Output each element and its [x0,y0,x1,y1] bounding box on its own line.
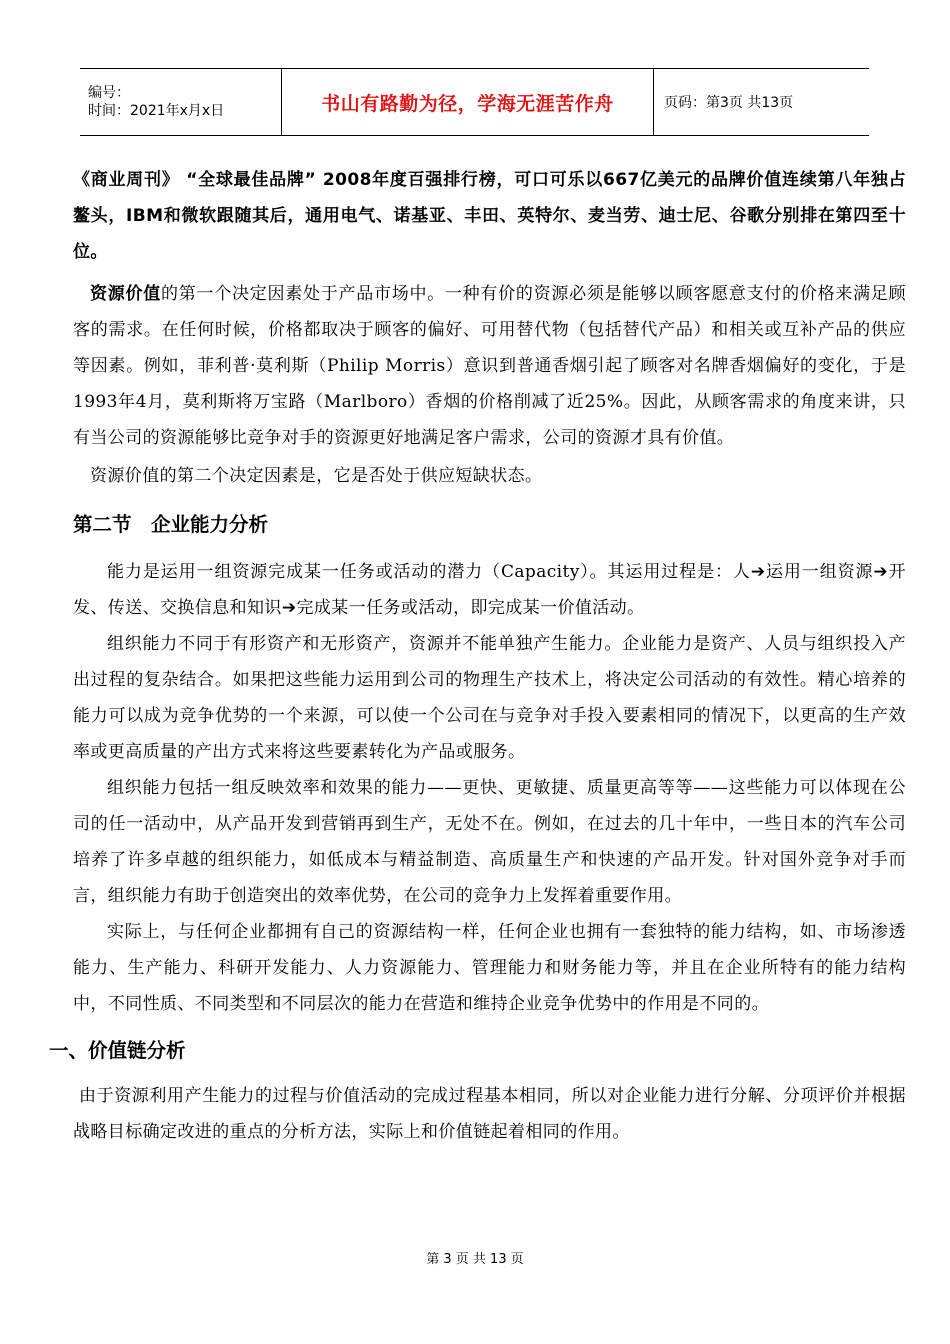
section-title: 第二节 企业能力分析 [73,513,269,536]
header-motto-cell [282,69,654,135]
intro-paragraph: 《商业周刊》 “全球最佳品牌” 2008年度百强排行榜，可口可乐以667亿美元的品牌价值连续第八年独占鳌头，IBM和微软跟随其后，通用电气、诺基亚、丰田、英特尔、麦当劳、迪士尼、谷歌分别排在第四至十位。 [73,170,906,262]
paragraph-capability [73,554,906,626]
paragraph-org-capability-1: 组织能力不同于有形资产和无形资产，资源并不能单独产生能力。企业能力是资产、人员与组织投入产出过程的复杂结合。如果把这些能力运用到公司的物理生产技术上，将决定公司活动的有效性。精心培养的能力可以成为竞争优势的一个来源，可以使一个公司在与竞争对手投入要素相同的情况下，以更高的生产效率或更高质量的产出方式来将这些要素转化为产品或服务。 [73,634,906,762]
capability-text-3: 开发、传送、交换信息和知识 [73,562,906,618]
paragraph-org-capability-2: 组织能力包括一组反映效率和效果的能力——更快、更敏捷、质量更高等等——这些能力可以体现在公司的任一活动中，从产品开发到营销再到生产，无处不在。例如，在过去的几十年中，一些日本的汽车公司培养了许多卓越的组织能力，如低成本与精益制造、高质量生产和快速的产品开发。针对国外竞争对手而言，组织能力有助于创造突出的效率优势，在公司的竞争力上发挥着重要作用。 [73,778,906,906]
paragraph-capability-structure: 实际上，与任何企业都拥有自己的资源结构一样，任何企业也拥有一套独特的能力结构，如、市场渗透能力、生产能力、科研开发能力、人力资源能力、管理能力和财务能力等，并且在企业所特有的能力结构中，不同性质、不同类型和不同层次的能力在营造和维持企业竞争优势中的作用是不同的。 [73,922,906,1014]
capability-text-1: 能力是运用一组资源完成某一任务或活动的潜力（Capacity）。其运用过程是：人 [107,562,751,582]
paragraph-resource-value-2: 资源价值的第二个决定因素是，它是否处于供应短缺状态。 [90,466,543,486]
number-label: 编号： [88,85,130,101]
paragraph-text: 的第一个决定因素处于产品市场中。一种有价的资源必须是能够以顾客愿意支付的价格来满足顾客的需求。在任何时候，价格都取决于顾客的偏好、可用替代物（包括替代产品）和相关或互补产品的供应等因素。例如，菲利普·莫利斯（Philip Morris）意识到普通香烟引起了顾客对名牌香烟偏好的变化，于是1993年4月，莫利斯将万宝路（Marlboro）香烟的价格削减了近25%。因此，从顾客需求的角度来讲，只有当公司的资源能够比竞争对手的资源更好地满足客户需求，公司的资源才具有价值。 [73,284,906,448]
keyword-resource-value: 资源价值 [90,284,161,304]
page-footer: 第 3 页 共 13 页 [426,1252,524,1267]
paragraph-value-chain: 由于资源利用产生能力的过程与价值活动的完成过程基本相同，所以对企业能力进行分解、分项评价并根据战略目标确定改进的重点的分析方法，实际上和价值链起着相同的作用。 [73,1086,906,1142]
arrow-icon: ➔ [750,562,766,582]
paragraph-resource-value-1 [73,276,906,456]
arrow-icon: ➔ [873,562,889,582]
capability-text-4: 完成某一任务或活动，即完成某一价值活动。 [296,598,645,618]
subsection-title: 一、价值链分析 [49,1039,186,1062]
header-motto: 书山有路勤为径，学海无涯苦作舟 [321,92,614,115]
page-header [80,68,869,136]
document-body [49,162,906,1150]
time-label: 时间：2021年x月x日 [88,103,225,119]
arrow-icon: ➔ [281,598,297,618]
capability-text-2: 运用一组资源 [765,562,874,582]
header-page-info: 页码：第3页 共13页 [664,95,794,111]
header-meta [80,69,282,135]
